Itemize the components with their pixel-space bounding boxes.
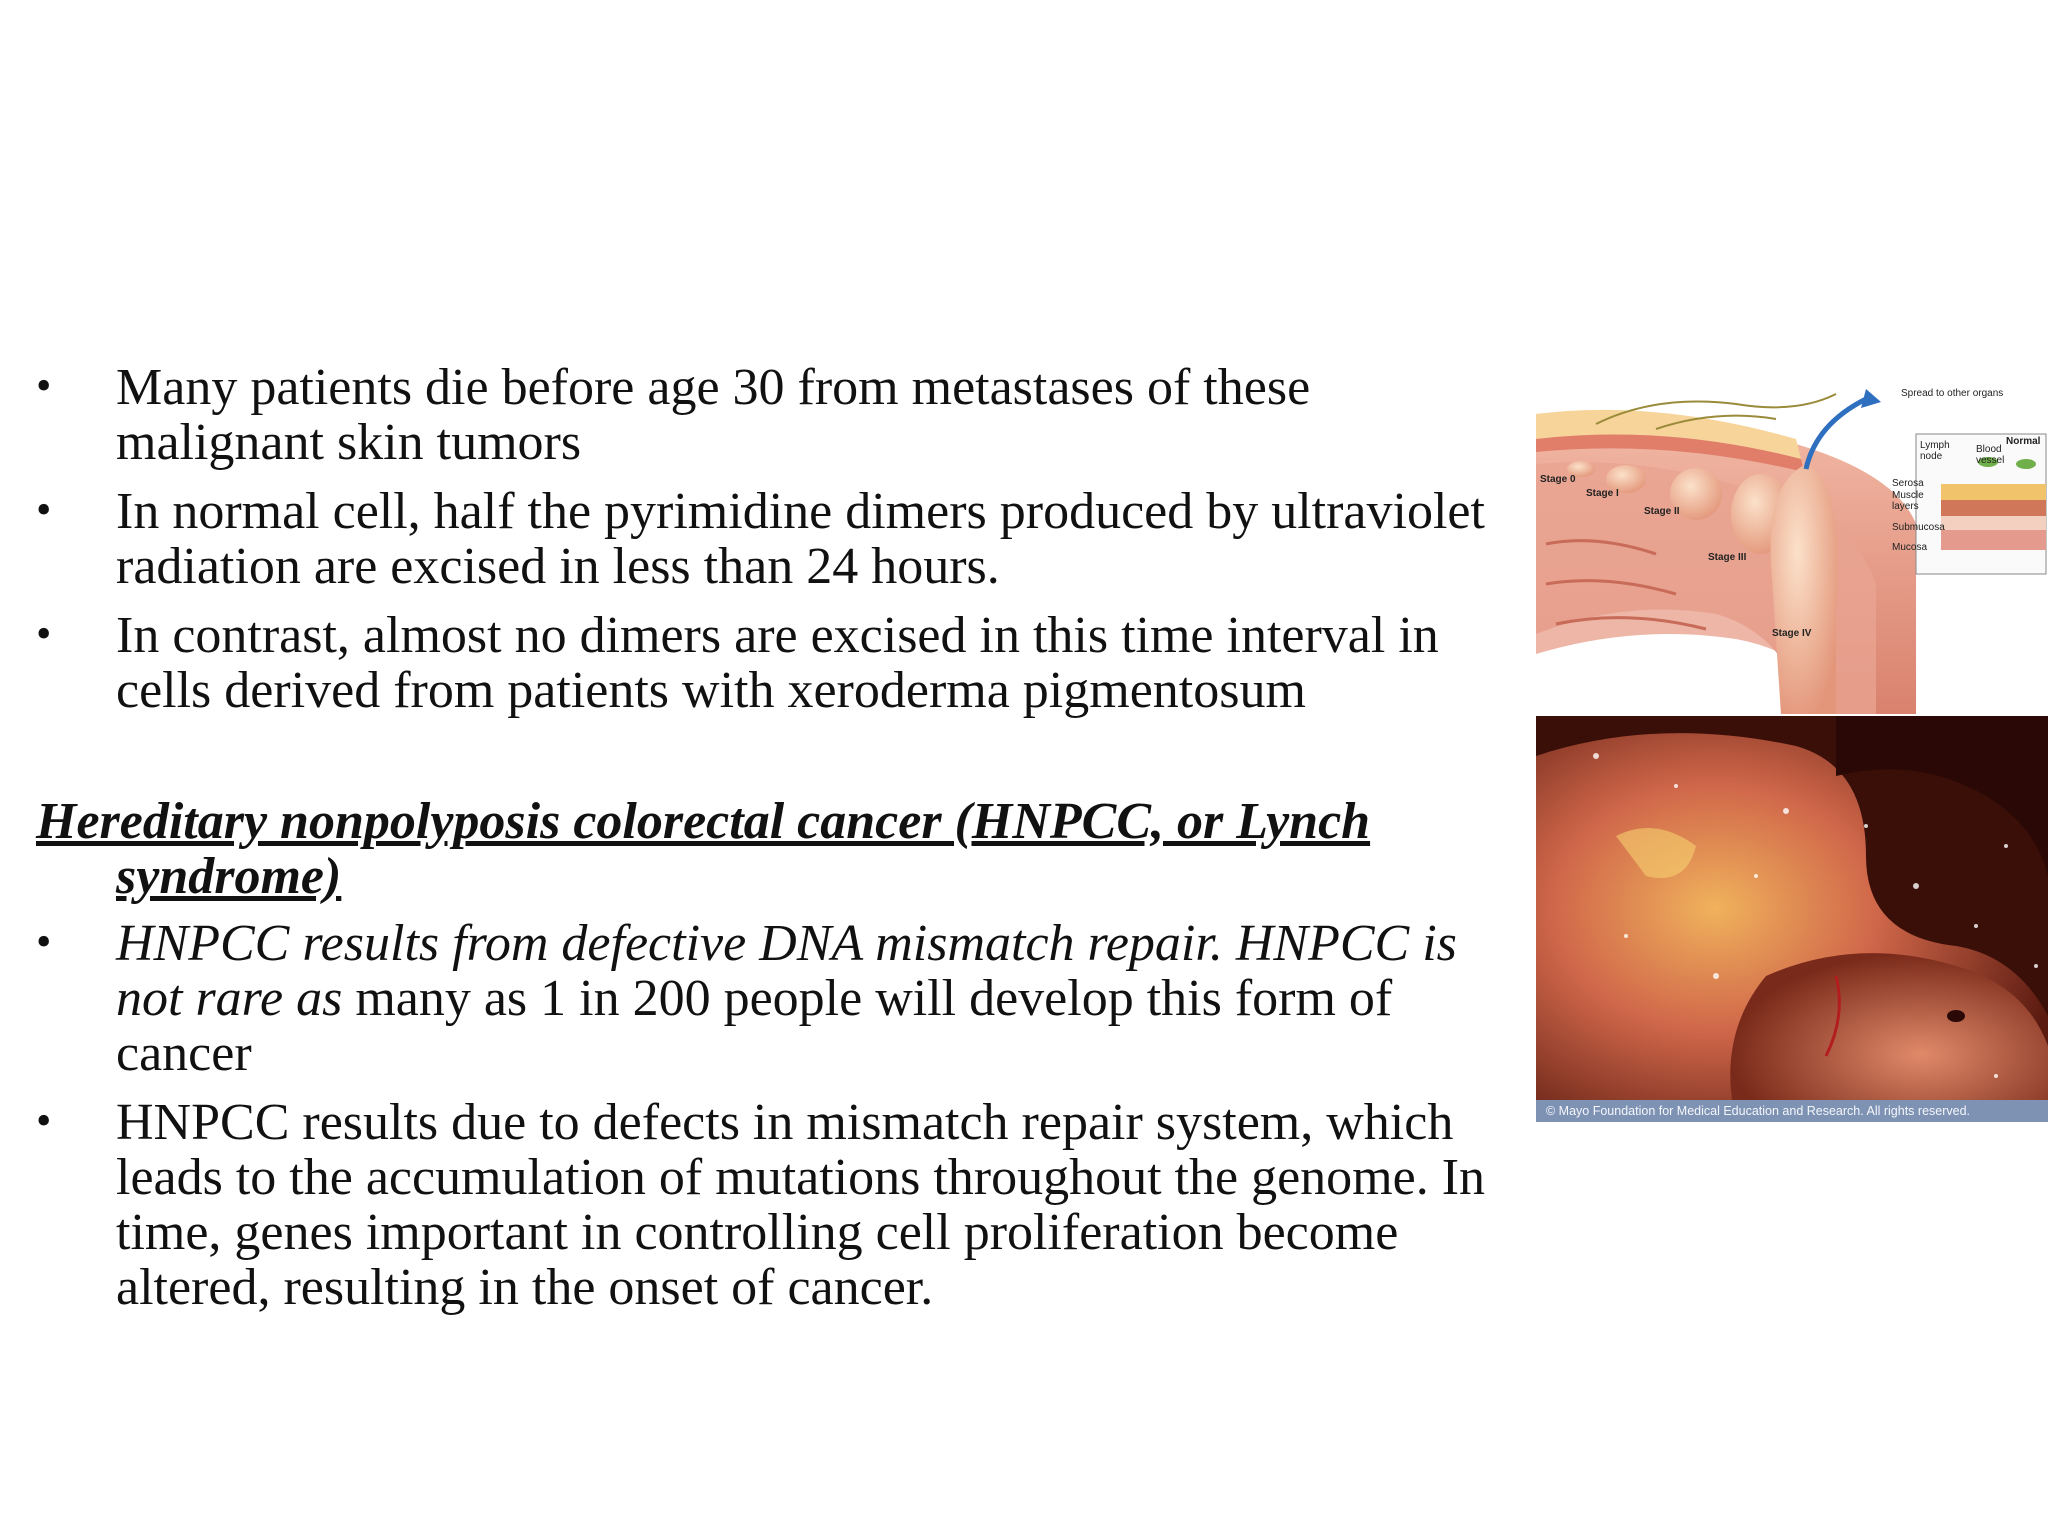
bullet-dot: • [36,609,52,658]
bullet-item [36,916,1516,1081]
label-spread: Spread to other organs [1901,388,2004,399]
label-stage-3: Stage III [1708,552,1747,563]
label-submucosa: Submucosa [1892,522,1945,533]
bullet-item [36,1095,1516,1315]
colon-illustration [1536,384,2048,714]
bullet-text: In contrast, almost no dimers are excised in this time interval in cells derived from patients with xeroderma pigmentosum [116,607,1439,719]
bullet-dot: • [36,485,52,534]
section-heading: Hereditary nonpolyposis colorectal cancer (HNPCC, or Lynch syndrome) [36,793,1371,905]
bullet-item [36,608,1516,718]
image-credit: © Mayo Foundation for Medical Education and Research. All rights reserved. [1536,1100,2048,1122]
bullet-item [36,360,1516,470]
label-muscle-layers: Muscle layers [1892,490,1924,512]
label-mucosa: Mucosa [1892,542,1928,553]
label-stage-2: Stage II [1644,506,1680,517]
bullet-text: Many patients die before age 30 from metastases of these malignant skin tumors [116,359,1311,471]
label-stage-1: Stage I [1586,488,1619,499]
bullet-dot: • [36,1096,52,1145]
endoscopy-photo [1536,716,2048,1122]
bullet-dot: • [36,361,52,410]
label-blood-vessel: Blood vessel [1976,444,2005,466]
colon-cancer-stages-diagram [1536,384,2048,714]
bullet-text-italic: HNPCC results from defective DNA mismatch repair. HNPCC is not rare as [116,915,1457,1027]
endoscopy-illustration [1536,716,2048,1122]
label-lymph-node: Lymph node [1920,440,1950,462]
label-stage-0: Stage 0 [1540,474,1576,485]
bullet-dot: • [36,917,52,966]
bullet-item [36,484,1516,594]
label-serosa: Serosa [1892,478,1924,489]
bullet-text: many as 1 in 200 people will develop this form of cancer [116,970,1393,1082]
slide-text [36,360,1516,1329]
bullet-text: HNPCC results due to defects in mismatch repair system, which leads to the accumulation of mutations throughout the genome. In time, genes important in controlling cell proliferation become altered, resulting in the onset of cancer. [116,1094,1486,1316]
bullet-text: In normal cell, half the pyrimidine dimers produced by ultraviolet radiation are excised in less than 24 hours. [116,483,1485,595]
label-stage-4: Stage IV [1772,628,1812,639]
label-normal: Normal [2006,436,2041,447]
